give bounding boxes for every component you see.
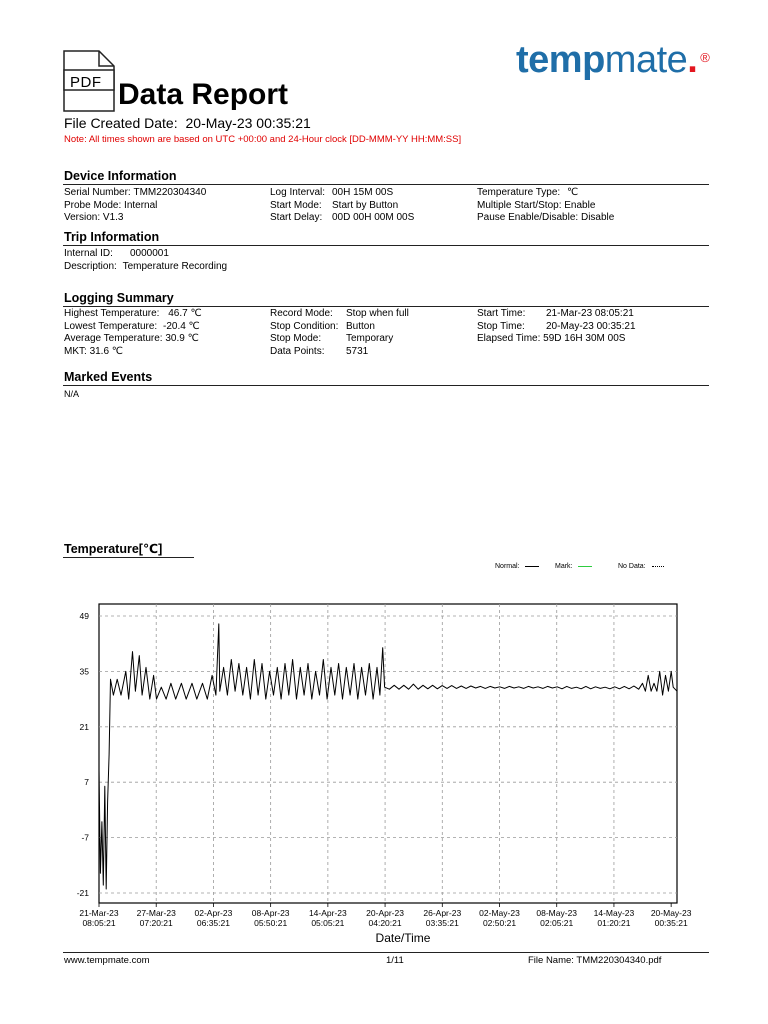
file-name-label: File Name: <box>528 955 574 966</box>
x-tick-time: 00:35:21 <box>654 918 688 928</box>
x-tick-time: 05:50:21 <box>254 918 288 928</box>
info-row <box>64 248 227 261</box>
info-value: Enable <box>564 199 596 211</box>
info-row <box>270 200 414 213</box>
info-key: Log Interval: <box>270 187 326 198</box>
legend-no-data-label: No Data: <box>618 563 646 570</box>
x-tick-date: 20-Apr-23 <box>366 908 404 918</box>
trip-info-title: Trip Information <box>64 230 160 244</box>
info-key: Record Mode: <box>270 308 333 319</box>
info-value: 00D 00H 00M 00S <box>332 212 415 223</box>
footer-divider <box>63 952 709 953</box>
info-value: 21-Mar-23 08:05:21 <box>546 308 634 319</box>
y-tick-label: 7 <box>84 777 89 788</box>
legend-normal-label: Normal: <box>495 563 520 570</box>
info-key: Stop Mode: <box>270 333 322 344</box>
footer-website[interactable]: www.tempmate.com <box>64 955 150 966</box>
info-row <box>270 333 409 346</box>
info-key: MKT: <box>64 345 87 357</box>
x-tick-date: 14-May-23 <box>593 908 635 918</box>
x-tick-time: 05:05:21 <box>311 918 345 928</box>
legend-normal-swatch <box>525 566 539 567</box>
x-tick-date: 20-May-23 <box>650 908 692 918</box>
y-tick-label: 21 <box>79 721 89 732</box>
info-row <box>477 333 636 346</box>
info-value: 30.9 ℃ <box>165 333 199 344</box>
info-row <box>64 333 202 346</box>
legend-mark-label: Mark: <box>555 563 573 570</box>
info-value: 31.6 ℃ <box>89 345 124 357</box>
info-value: 59D 16H 30M 00S <box>543 333 626 344</box>
logging-summary-col1 <box>64 308 202 358</box>
info-key: Average Temperature: <box>64 333 163 344</box>
marked-events-divider <box>63 385 709 386</box>
info-value: 5731 <box>346 345 369 357</box>
info-key: Internal ID: <box>64 248 113 259</box>
y-tick-label: 35 <box>79 666 89 677</box>
info-value: Start by Button <box>332 199 399 211</box>
x-tick-time: 08:05:21 <box>82 918 116 928</box>
info-row <box>270 321 409 334</box>
pdf-icon <box>63 50 115 112</box>
info-row <box>477 308 636 321</box>
info-row <box>64 187 206 200</box>
legend-no-data <box>618 563 664 570</box>
info-key: Serial Number: <box>64 187 131 198</box>
plot-frame <box>99 604 677 903</box>
x-tick-date: 08-Apr-23 <box>251 908 290 918</box>
x-tick-time: 06:35:21 <box>196 918 230 928</box>
info-value: 00H 15M 00S <box>332 187 394 198</box>
info-key: Stop Condition: <box>270 320 339 332</box>
device-info-divider <box>63 184 709 185</box>
file-created-value: 20-May-23 00:35:21 <box>185 115 311 131</box>
info-key: Data Points: <box>270 345 325 357</box>
info-key: Start Mode: <box>270 199 322 211</box>
legend-mark <box>555 563 592 570</box>
legend-normal <box>495 563 539 570</box>
info-value: 0000001 <box>130 248 169 259</box>
info-row <box>477 321 636 334</box>
info-value: 20-May-23 00:35:21 <box>546 320 636 332</box>
info-key: Start Time: <box>477 308 526 319</box>
footer-file-name <box>528 955 661 966</box>
info-key: Temperature Type: <box>477 187 561 198</box>
device-info-col2 <box>270 187 414 225</box>
info-key: Elapsed Time: <box>477 333 541 344</box>
x-axis-title <box>0 931 768 945</box>
marked-events-title: Marked Events <box>64 370 153 384</box>
info-value: V1.3 <box>102 212 124 223</box>
device-info-title: Device Information <box>64 169 177 183</box>
device-info-col1 <box>64 187 206 225</box>
x-tick-date: 08-May-23 <box>536 908 578 918</box>
y-tick-label: -7 <box>81 832 89 843</box>
y-tick-label: -21 <box>76 888 89 898</box>
info-row <box>64 200 206 213</box>
info-key: Version: <box>64 212 101 223</box>
info-row <box>270 212 414 225</box>
info-value: Button <box>346 320 375 332</box>
timezone-note: Note: All times shown are based on UTC +00:00 and 24-Hour clock [DD-MMM-YY HH:MM:SS] <box>64 134 462 145</box>
info-key: Multiple Start/Stop: <box>477 199 562 211</box>
logging-summary-col3 <box>477 308 636 346</box>
info-row <box>270 308 409 321</box>
trip-info-divider <box>63 245 709 246</box>
info-key: Highest Temperature: <box>64 308 160 319</box>
file-created-date <box>64 115 311 131</box>
info-value: 46.7 ℃ <box>168 308 202 319</box>
x-tick-date: 02-Apr-23 <box>194 908 233 918</box>
report-title: Data Report <box>118 78 289 111</box>
x-tick-date: 14-Apr-23 <box>308 908 347 918</box>
x-tick-date: 02-May-23 <box>479 908 520 918</box>
info-value: -20.4 ℃ <box>162 320 200 332</box>
info-key: Probe Mode: <box>64 199 122 211</box>
logo-dot: . <box>687 39 698 81</box>
info-key: Pause Enable/Disable: <box>477 212 579 223</box>
y-tick-label: 49 <box>79 611 89 621</box>
temperature-chart <box>60 598 720 933</box>
info-row <box>64 261 227 274</box>
chart-title: Temperature[℃] <box>64 542 163 556</box>
info-value: Temporary <box>346 333 394 344</box>
info-row <box>64 321 202 334</box>
tempmate-logo <box>516 38 710 82</box>
x-tick-time: 04:20:21 <box>368 918 402 928</box>
logging-summary-title: Logging Summary <box>64 291 174 305</box>
info-row <box>64 346 202 359</box>
x-tick-time: 03:35:21 <box>425 918 459 928</box>
pdf-icon-label: PDF <box>70 74 102 91</box>
footer-page-number: 1/11 <box>386 955 404 966</box>
marked-events-value: N/A <box>64 389 80 399</box>
logging-summary-col2 <box>270 308 409 358</box>
x-tick-time: 07:20:21 <box>139 918 173 928</box>
info-value: Temperature Recording <box>122 260 228 272</box>
info-row <box>64 212 206 225</box>
info-row <box>270 187 414 200</box>
info-row <box>477 187 614 200</box>
info-key: Stop Time: <box>477 320 525 332</box>
chart-title-underline <box>63 557 194 558</box>
info-value: Stop when full <box>346 308 409 319</box>
file-name-value: TMM220304340.pdf <box>576 955 662 966</box>
info-row <box>270 346 409 359</box>
device-info-col3 <box>477 187 614 225</box>
x-tick-time: 02:05:21 <box>540 918 574 928</box>
info-row <box>64 308 202 321</box>
x-tick-date: 27-Mar-23 <box>136 908 176 918</box>
registered-mark: ® <box>700 50 710 65</box>
info-key: Description: <box>64 260 117 272</box>
legend-no-data-swatch <box>652 566 664 567</box>
x-tick-date: 26-Apr-23 <box>423 908 462 918</box>
info-value: TMM220304340 <box>133 187 207 198</box>
logo-light-text: mate <box>604 39 688 81</box>
info-key: Lowest Temperature: <box>64 320 158 332</box>
x-tick-time: 01:20:21 <box>597 918 631 928</box>
logo-bold-text: temp <box>516 39 605 81</box>
trip-info-rows <box>64 248 227 273</box>
x-tick-time: 02:50:21 <box>482 918 517 928</box>
logging-summary-divider <box>63 306 709 307</box>
info-value: ℃ <box>566 187 579 198</box>
file-created-label: File Created Date: <box>64 115 178 131</box>
info-key: Start Delay: <box>270 212 323 223</box>
info-row <box>477 212 614 225</box>
info-value: Internal <box>124 199 158 211</box>
x-axis-title-text: Date/Time <box>375 931 431 945</box>
info-value: Disable <box>580 212 615 223</box>
info-row <box>477 200 614 213</box>
legend-mark-swatch <box>578 566 592 567</box>
x-tick-date: 21-Mar-23 <box>79 908 119 918</box>
